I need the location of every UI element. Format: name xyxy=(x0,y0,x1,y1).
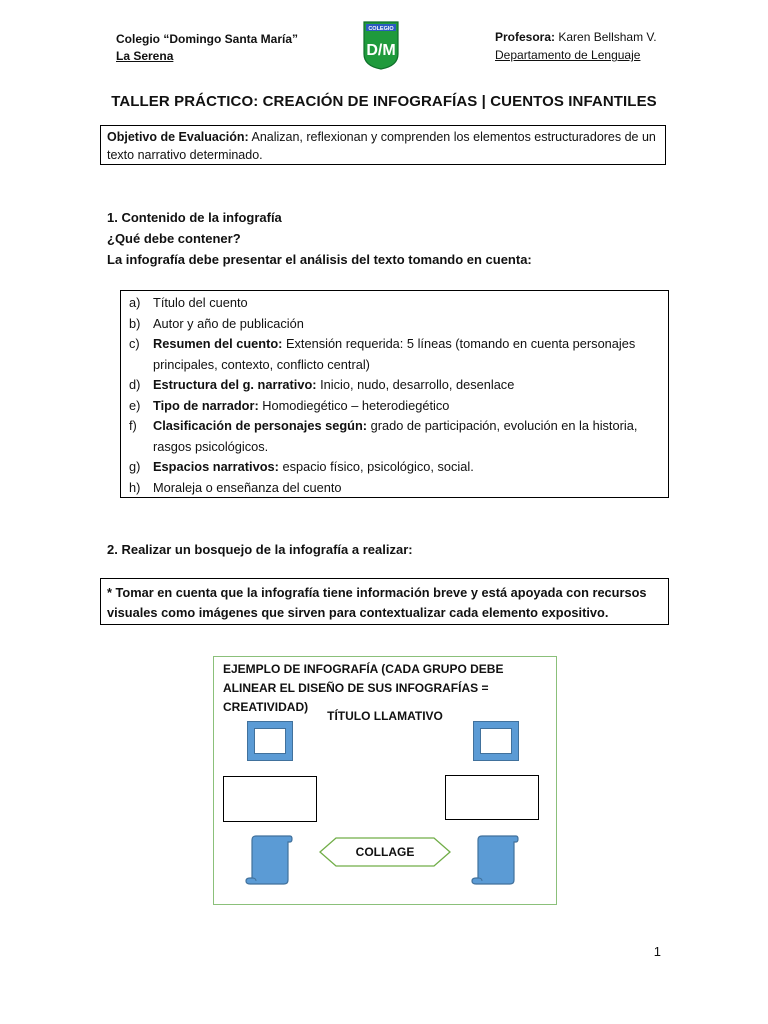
section2-heading: 2. Realizar un bosquejo de la infografía a realizar: xyxy=(107,542,413,557)
picture-frame-left xyxy=(247,721,293,761)
example-title: TÍTULO LLAMATIVO xyxy=(327,709,443,723)
list-marker: c) xyxy=(129,336,140,351)
objective-box xyxy=(100,125,666,165)
list-item-bold: Espacios narrativos: xyxy=(153,459,279,474)
list-item xyxy=(129,396,660,417)
list-item-text: Autor y año de publicación xyxy=(153,315,304,331)
list-marker: d) xyxy=(129,377,141,392)
collage-hexagon xyxy=(318,836,452,868)
list-item-bold: Tipo de narrador: xyxy=(153,397,259,413)
scroll-shape-left xyxy=(244,832,294,888)
section1-intro: La infografía debe presentar el análisis del texto tomando en cuenta: xyxy=(107,252,532,267)
list-item-text: espacio físico, psicológico, social. xyxy=(278,459,474,474)
list-marker: h) xyxy=(129,479,141,495)
teacher-line xyxy=(495,28,657,47)
list-marker: g) xyxy=(129,459,141,474)
department-name: Departamento de Lenguaje xyxy=(495,48,641,62)
objective-label: Objetivo de Evaluación: xyxy=(107,130,249,144)
list-item-text: Inicio, nudo, desarrollo, desenlace xyxy=(316,377,515,392)
text-box-right xyxy=(445,775,539,820)
list-item-bold: Resumen del cuento: xyxy=(153,336,283,351)
school-city: La Serena xyxy=(116,49,174,63)
list-item xyxy=(129,478,660,499)
note-box: * Tomar en cuenta que la infografía tiene información breve y está apoyada con recursos visuales como imágenes que sirven para contextualizar cada elemento expositivo. xyxy=(100,578,669,625)
list-item xyxy=(129,375,660,396)
logo-letters: D/M xyxy=(366,42,396,59)
list-item-text: grado de participación, evolución en la historia, rasgos psicológicos. xyxy=(153,418,638,454)
school-logo xyxy=(362,20,400,70)
list-marker: a) xyxy=(129,295,141,310)
school-name: Colegio “Domingo Santa María” xyxy=(116,32,299,46)
list-item xyxy=(129,457,660,478)
list-item xyxy=(129,314,660,335)
example-heading: EJEMPLO DE INFOGRAFÍA (CADA GRUPO DEBE ALINEAR EL DISEÑO DE SUS INFOGRAFÍAS = CREATIVIDAD) xyxy=(223,662,504,714)
list-item xyxy=(129,293,660,314)
list-marker: f) xyxy=(129,418,137,433)
list-item xyxy=(129,334,660,375)
list-item-text: Título del cuento xyxy=(153,295,248,310)
content-list xyxy=(120,290,669,498)
section1-question: ¿Qué debe contener? xyxy=(107,231,241,246)
list-item-bold: Clasificación de personajes según: xyxy=(153,418,368,433)
picture-frame-right xyxy=(473,721,519,761)
list-item-text: Moraleja o enseñanza del cuento xyxy=(153,479,342,495)
list-item-text: Homodiegético – heterodiegético xyxy=(258,397,450,413)
collage-label: COLLAGE xyxy=(355,845,415,859)
teacher-label: Profesora: xyxy=(495,30,556,44)
page-title: TALLER PRÁCTICO: CREACIÓN DE INFOGRAFÍAS | CUENTOS INFANTILES xyxy=(111,93,657,110)
list-marker: b) xyxy=(129,315,141,331)
list-item-text: Extensión requerida: 5 líneas (tomando en cuenta personajes principales, contexto, conflicto central) xyxy=(153,336,636,372)
logo-text: COLEGIO xyxy=(368,26,394,32)
section1-heading: 1. Contenido de la infografía xyxy=(107,210,282,225)
page-number: 1 xyxy=(653,944,661,959)
list-item xyxy=(129,416,660,457)
scroll-shape-right xyxy=(470,832,520,888)
list-item-bold: Estructura del g. narrativo: xyxy=(153,377,317,392)
objective-text: Analizan, reflexionan y comprenden los elementos estructuradores de un texto narrativo determinado. xyxy=(107,130,656,162)
list-marker: e) xyxy=(129,397,141,413)
teacher-name: Karen Bellsham V. xyxy=(555,30,657,44)
text-box-left xyxy=(223,776,317,822)
